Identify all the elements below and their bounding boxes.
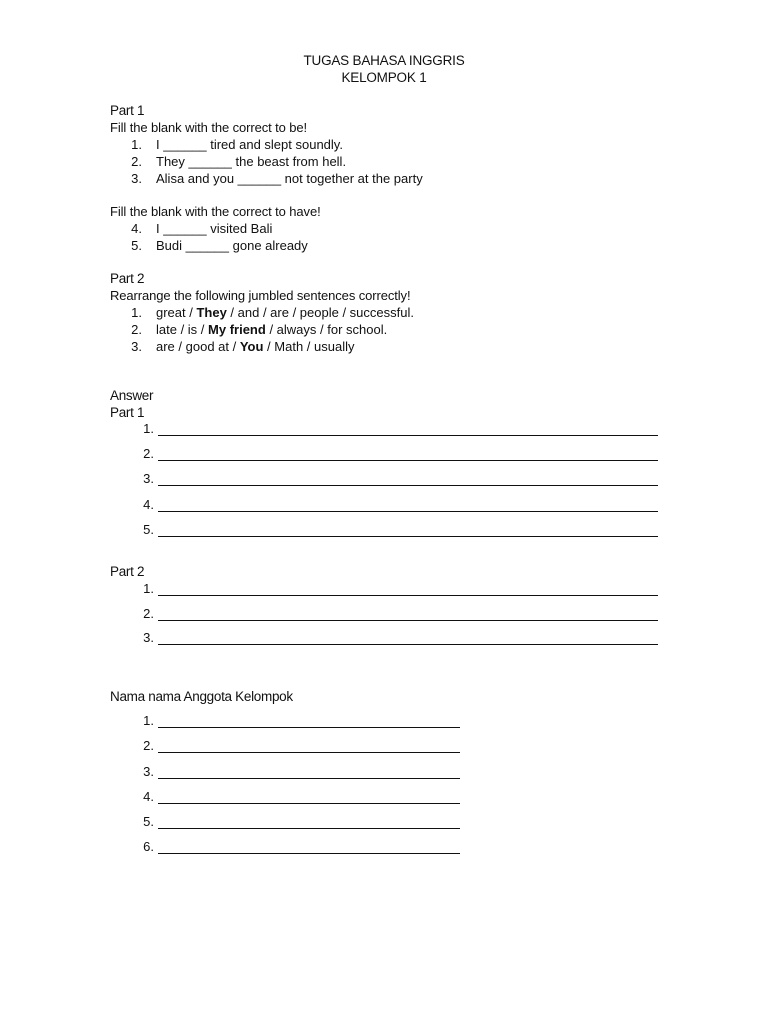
answer-blank-line[interactable] (158, 620, 658, 621)
question-number: 3. (131, 339, 142, 354)
answer-number: 3. (143, 630, 154, 645)
jumbled-subject: You (239, 339, 264, 354)
answer-part1-heading: Part 1 (110, 405, 145, 420)
answer-number: 4. (143, 497, 154, 512)
answer-heading: Answer (110, 388, 154, 403)
answer-number: 1. (143, 581, 154, 596)
answer-blank-line[interactable] (158, 511, 658, 512)
jumbled-sentence (156, 339, 354, 354)
part2-heading: Part 2 (110, 271, 145, 286)
answer-number: 1. (143, 421, 154, 436)
member-number: 5. (143, 814, 154, 829)
jumbled-part: / and / are / people / successful. (226, 305, 414, 320)
question-text: I ______ tired and slept soundly. (156, 137, 343, 152)
question-number: 3. (131, 171, 142, 186)
member-number: 6. (143, 839, 154, 854)
question-number: 5. (131, 238, 142, 253)
member-number: 1. (143, 713, 154, 728)
answer-blank-line[interactable] (158, 485, 658, 486)
jumbled-sentence (156, 305, 414, 320)
question-text: Budi ______ gone already (156, 238, 308, 253)
answer-number: 3. (143, 471, 154, 486)
jumbled-part: late / is / (156, 322, 209, 337)
members-heading: Nama nama Anggota Kelompok (110, 689, 293, 704)
jumbled-sentence (156, 322, 387, 337)
question-text: Alisa and you ______ not together at the party (156, 171, 423, 186)
document-subtitle: KELOMPOK 1 (341, 70, 427, 85)
member-name-line[interactable] (158, 752, 460, 753)
answer-part2-heading: Part 2 (110, 564, 145, 579)
part1-instruction-to-be: Fill the blank with the correct to be! (110, 120, 308, 135)
member-name-line[interactable] (158, 828, 460, 829)
answer-blank-line[interactable] (158, 460, 658, 461)
jumbled-part: / Math / usually (263, 339, 355, 354)
member-name-line[interactable] (158, 727, 460, 728)
question-number: 1. (131, 305, 142, 320)
jumbled-subject: My friend (208, 322, 266, 337)
part1-instruction-to-have: Fill the blank with the correct to have! (110, 204, 321, 219)
question-number: 1. (131, 137, 142, 152)
answer-number: 2. (143, 606, 154, 621)
member-name-line[interactable] (158, 853, 460, 854)
member-number: 3. (143, 764, 154, 779)
jumbled-subject: They (196, 305, 227, 320)
jumbled-part: great / (156, 305, 197, 320)
part1-heading: Part 1 (110, 103, 145, 118)
question-text: I ______ visited Bali (156, 221, 273, 236)
answer-blank-line[interactable] (158, 435, 658, 436)
member-name-line[interactable] (158, 778, 460, 779)
answer-number: 5. (143, 522, 154, 537)
part2-instruction: Rearrange the following jumbled sentences correctly! (110, 288, 411, 303)
question-text: They ______ the beast from hell. (156, 154, 347, 169)
answer-blank-line[interactable] (158, 595, 658, 596)
member-number: 4. (143, 789, 154, 804)
answer-number: 2. (143, 446, 154, 461)
answer-blank-line[interactable] (158, 644, 658, 645)
jumbled-part: are / good at / (156, 339, 240, 354)
question-number: 2. (131, 154, 142, 169)
question-number: 4. (131, 221, 142, 236)
document-title: TUGAS BAHASA INGGRIS (303, 53, 465, 68)
member-name-line[interactable] (158, 803, 460, 804)
question-number: 2. (131, 322, 142, 337)
member-number: 2. (143, 738, 154, 753)
jumbled-part: / always / for school. (265, 322, 388, 337)
answer-blank-line[interactable] (158, 536, 658, 537)
